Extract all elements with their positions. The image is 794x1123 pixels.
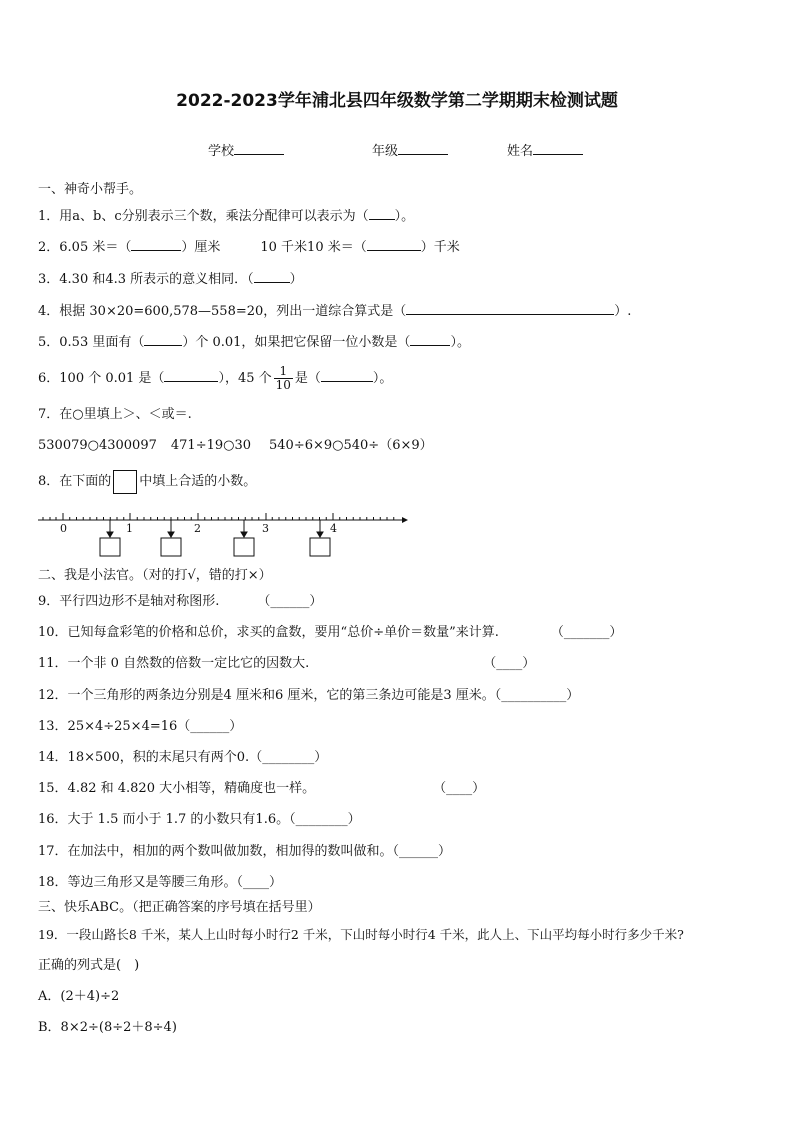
answer-box-1[interactable] — [100, 538, 120, 556]
name-label: 姓名 — [507, 144, 534, 159]
tick-label-3: 3 — [262, 522, 269, 535]
question-1 — [38, 207, 414, 226]
school-field — [208, 140, 284, 159]
school-blank[interactable] — [234, 142, 284, 155]
number-line — [30, 508, 410, 560]
q18-text: 18．等边三角形又是等腰三角形。 — [38, 875, 237, 890]
school-label: 学校 — [208, 144, 235, 159]
page-title: 2022-2023学年浦北县四年级数学第二学期期末检测试题 — [176, 91, 618, 111]
tick-label-2: 2 — [194, 522, 201, 535]
question-10 — [38, 624, 622, 642]
q10-text: 10．已知每盒彩笔的价格和总价，求买的盒数，要用“总价÷单价＝数量”来计算. — [38, 625, 499, 640]
number-line-arrow — [402, 517, 408, 523]
question-13 — [38, 718, 242, 736]
fraction-one-tenth — [274, 365, 293, 392]
name-blank[interactable] — [533, 142, 583, 155]
tick-label-1: 1 — [126, 522, 133, 535]
q8-part2: 中填上合适的小数。 — [139, 474, 257, 489]
grade-field — [372, 140, 448, 159]
q10-answer[interactable]: （_______） — [550, 625, 623, 640]
option-a[interactable]: A．(2＋4)÷2 — [38, 989, 120, 1004]
q6-blank-2[interactable] — [321, 369, 373, 382]
q14-answer[interactable]: （________） — [249, 750, 328, 765]
answer-box-4[interactable] — [310, 538, 330, 556]
fraction-denominator: 10 — [275, 378, 291, 392]
q7-item-2: 471÷19○30 — [170, 438, 252, 453]
q12-text: 12．一个三角形的两条边分别是4 厘米和6 厘米，它的第三条边可能是3 厘米。 — [38, 688, 495, 703]
q4-blank[interactable] — [406, 302, 614, 315]
question-15 — [38, 780, 485, 798]
q3-text: 3．4.30 和4.3 所表示的意义相同．（ — [38, 272, 254, 287]
question-4 — [38, 302, 631, 321]
answer-box-3[interactable] — [234, 538, 254, 556]
q2-part4: ）千米 — [420, 240, 460, 255]
section3-heading: 三、快乐ABC。（把正确答案的序号填在括号里） — [38, 900, 321, 915]
q11-answer[interactable]: （____） — [483, 656, 536, 671]
q1-text: 1．用a、b、c分别表示三个数，乘法分配律可以表示为（ — [38, 209, 369, 224]
q6-blank-1[interactable] — [164, 369, 218, 382]
question-2 — [38, 238, 460, 257]
q13-text: 13．25×4÷25×4=16 — [38, 719, 178, 734]
q12-answer[interactable]: （__________） — [494, 688, 580, 703]
question-7-items — [38, 437, 433, 455]
fraction-numerator: 1 — [274, 365, 293, 379]
q8-part1: 8．在下面的 — [38, 474, 112, 489]
q16-answer[interactable]: （________） — [289, 812, 361, 827]
q4-text: 4．根据 30×20=600,578—558=20，列出一道综合算式是（ — [38, 304, 407, 319]
question-16 — [38, 811, 361, 829]
question-19: 19．一段山路长8 千米，某人上山时每小时行2 千米，下山时每小时行4 千米，此人上、下山平均每小时行多少千米? — [38, 927, 684, 942]
q16-text: 16．大于 1.5 而小于 1.7 的小数只有1.6。 — [38, 812, 290, 827]
q5-blank-2[interactable] — [410, 333, 450, 346]
q3-blank[interactable] — [254, 270, 290, 283]
q5-part2: ）个 0.01，如果把它保留一位小数是（ — [182, 335, 411, 350]
q6-part2: ），45 个 — [218, 371, 272, 386]
q7-item-1: 530079○4300097 — [38, 438, 157, 453]
question-18 — [38, 874, 282, 892]
answer-box-sample — [113, 470, 137, 494]
grade-label: 年级 — [372, 144, 399, 159]
pointer-arrows — [107, 520, 323, 537]
question-7: 7．在○里填上＞、＜或＝. — [38, 407, 192, 422]
q9-text: 9．平行四边形不是轴对称图形. — [38, 594, 220, 609]
tick-label-4: 4 — [330, 522, 337, 535]
question-9 — [38, 593, 322, 611]
q6-part1: 6．100 个 0.01 是（ — [38, 371, 165, 386]
q2-part3: 10 千米10 米＝（ — [260, 240, 367, 255]
q14-text: 14．18×500，积的末尾只有两个0. — [38, 750, 250, 765]
q1-after: ）。 — [394, 209, 415, 224]
question-6 — [38, 362, 392, 396]
q7-item-3: 540÷6×9○540÷（6×9） — [269, 438, 433, 453]
grade-blank[interactable] — [398, 142, 448, 155]
section1-heading: 一、神奇小帮手。 — [38, 182, 143, 197]
q5-part1: 5．0.53 里面有（ — [38, 335, 145, 350]
q5-part3: ）。 — [450, 335, 470, 350]
question-11 — [38, 655, 535, 673]
q5-blank-1[interactable] — [144, 333, 182, 346]
q2-part2: ）厘米 — [181, 240, 221, 255]
q2-part1: 2．6.05 米＝（ — [38, 240, 132, 255]
q11-text: 11．一个非 0 自然数的倍数一定比它的因数大. — [38, 656, 310, 671]
question-8 — [38, 469, 256, 495]
q3-after: ） — [289, 272, 303, 287]
option-b[interactable]: B．8×2÷(8÷2＋8÷4) — [38, 1020, 177, 1035]
question-19-prompt: 正确的列式是( ) — [38, 958, 140, 973]
section2-heading: 二、我是小法官。（对的打√，错的打×） — [38, 568, 272, 583]
tick-label-0: 0 — [60, 522, 67, 535]
q18-answer[interactable]: （____） — [236, 875, 283, 890]
q2-blank-1[interactable] — [131, 238, 181, 251]
q9-answer[interactable]: （______） — [257, 594, 323, 609]
q13-answer[interactable]: （______） — [177, 719, 243, 734]
q2-blank-2[interactable] — [367, 238, 421, 251]
question-12 — [38, 687, 579, 705]
question-17 — [38, 843, 451, 861]
question-5 — [38, 333, 470, 352]
answer-box-2[interactable] — [161, 538, 181, 556]
name-field — [507, 140, 583, 159]
q17-answer[interactable]: （______） — [392, 844, 452, 859]
q15-answer[interactable]: （____） — [433, 781, 486, 796]
q6-part3: 是（ — [294, 371, 321, 386]
q4-after: ）. — [614, 304, 632, 319]
question-3 — [38, 270, 303, 289]
q1-blank[interactable] — [369, 207, 395, 220]
question-14 — [38, 749, 327, 767]
q6-part4: ）。 — [372, 371, 393, 386]
q17-text: 17．在加法中，相加的两个数叫做加数，相加得的数叫做和。 — [38, 844, 393, 859]
q15-text: 15．4.82 和 4.820 大小相等，精确度也一样。 — [38, 781, 316, 796]
